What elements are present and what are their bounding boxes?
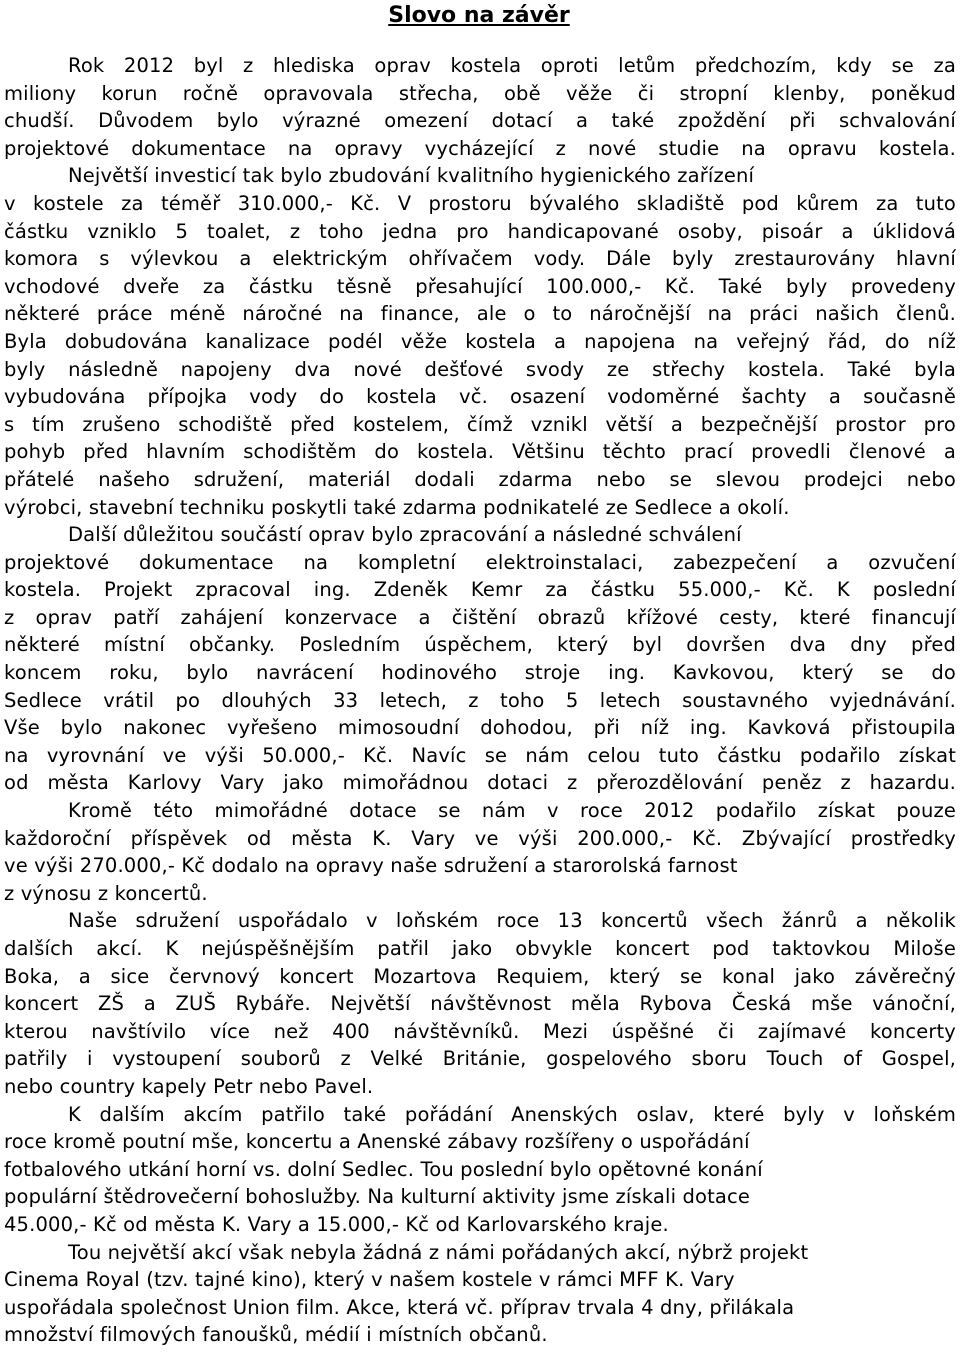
text-line: nebo country kapely Petr nebo Pavel. [4, 1074, 374, 1098]
text-line: Další důležitou součástí oprav bylo zpracování a následné schválení [68, 523, 742, 547]
text-line: Cinema Royal (tzv. tajné kino), který v našem kostele v rámci MFF K. Vary [4, 1268, 735, 1292]
text-line: od města Karlovy Vary jako mimořádnou dotaci z přerozdělování peněz z hazardu. [4, 771, 956, 795]
text-line: Kromě této mimořádné dotace se nám v roce 2012 podařilo získat pouze [68, 799, 956, 823]
text-line: vybudována přípojka vody do kostela vč. osazení vodoměrné šachty a současně [4, 385, 956, 409]
text-line: dalších akcí. K nejúspěšnějším patřil jako obvykle koncert pod taktovkou Miloše [4, 937, 956, 960]
text-line: Největší investicí tak bylo zbudování kvalitního hygienického zařízení [68, 164, 755, 188]
text-line: částku vzniklo 5 toalet, z toho jedna pro handicapované osoby, pisoár a úklidová [4, 219, 956, 243]
text-line: kostela. Projekt zpracoval ing. Zdeněk Kemr za částku 55.000,- Kč. K poslední [4, 578, 956, 602]
text-line: patřily i vystoupení souborů z Velké Británie, gospelového sboru Touch of Gospel, [4, 1047, 956, 1071]
text-line: výrobci, stavební techniku poskytli také zdarma podnikatelé ze Sedlece a okolí. [4, 495, 790, 519]
text-line: roce kromě poutní mše, koncertu a Anenské zábavy rozšířeny o uspořádání [4, 1130, 750, 1154]
text-line: v kostele za téměř 310.000,- Kč. V prostoru bývalého skladiště pod kůrem za tuto [4, 191, 956, 215]
text-line: Byla dobudována kanalizace podél věže kostela a napojena na veřejný řád, do níž [4, 329, 956, 353]
text-line: množství filmových fanoušků, médií i místních občanů. [4, 1323, 548, 1347]
text-line: kterou navštívilo více než 400 návštěvníků. Mezi úspěšné či zajímavé koncerty [4, 1019, 956, 1043]
text-line: některé práce méně náročné na finance, ale o to náročnější na práci našich členů. [4, 302, 956, 326]
text-line: Sedlece vrátil po dlouhých 33 letech, z toho 5 letech soustavného vyjednávání. [4, 688, 956, 712]
text-line: byly následně napojeny dva nové dešťové svody ze střechy kostela. Také byla [4, 357, 956, 381]
text-line: koncem roku, bylo navrácení hodinového stroje ing. Kavkovou, který se do [4, 661, 956, 685]
page-title: Slovo na závěr [388, 3, 570, 28]
text-line: na vyrovnání ve výši 50.000,- Kč. Navíc se nám celou tuto částku podařilo získat [4, 743, 956, 767]
text-line: projektové dokumentace na kompletní elektroinstalaci, zabezpečení a ozvučení [4, 550, 956, 574]
text-line: Rok 2012 byl z hlediska oprav kostela oproti letům předchozím, kdy se za [68, 54, 956, 77]
text-line: koncert ZŠ a ZUŠ Rybáře. Největší návštěvnost měla Rybova Česká mše vánoční, [4, 992, 956, 1016]
text-line: miliony korun ročně opravovala střecha, obě věže či stropní klenby, poněkud [4, 81, 956, 105]
text-line: Vše bylo nakonec vyřešeno mimosoudní dohodou, při níž ing. Kavková přistoupila [4, 716, 956, 740]
text-line: z oprav patří zahájení konzervace a čištění obrazů křížové cesty, které financují [4, 605, 956, 629]
text-line: vchodové dveře za částku těsně přesahující 100.000,- Kč. Také byly provedeny [4, 274, 956, 298]
text-line: Boka, a sice červnový koncert Mozartova Requiem, který se konal jako závěrečný [4, 964, 956, 988]
text-line: uspořádala společnost Union film. Akce, která vč. příprav trvala 4 dny, přilákala [4, 1295, 795, 1319]
text-line: komora s výlevkou a elektrickým ohřívačem vody. Dále byly zrestaurovány hlavní [4, 247, 956, 271]
text-line: s tím zrušeno schodiště před kostelem, čímž vznikl větší a bezpečnější prostor pro [4, 412, 956, 436]
text-line: chudší. Důvodem bylo výrazné omezení dotací a také zpoždění při schvalování [4, 109, 956, 133]
body-text [4, 52, 956, 1349]
text-line: Naše sdružení uspořádalo v loňském roce 13 koncertů všech žánrů a několik [68, 909, 956, 933]
text-line: každoroční příspěvek od města K. Vary ve výši 200.000,- Kč. Zbývající prostředky [4, 826, 956, 850]
text-line: K dalším akcím patřilo také pořádání Anenských oslav, které byly v loňském [68, 1102, 956, 1126]
text-line: fotbalového utkání horní vs. dolní Sedlec. Tou poslední bylo opětovné konání [4, 1157, 763, 1181]
text-line: z výnosu z koncertů. [4, 881, 208, 905]
text-line: některé místní občanky. Posledním úspěchem, který byl dovršen dva dny před [4, 633, 956, 657]
text-line: ve výši 270.000,- Kč dodalo na opravy naše sdružení a starorolská farnost [4, 854, 738, 878]
text-line: Tou největší akcí však nebyla žádná z námi pořádaných akcí, nýbrž projekt [68, 1240, 809, 1264]
text-line: 45.000,- Kč od města K. Vary a 15.000,- Kč od Karlovarského kraje. [4, 1212, 669, 1236]
text-line: přátelé našeho sdružení, materiál dodali zdarma nebo se slevou prodejci nebo [4, 467, 956, 491]
text-line: projektové dokumentace na opravy vycházející z nové studie na opravu kostela. [4, 136, 956, 160]
text-line: pohyb před hlavním schodištěm do kostela. Většinu těchto prací provedli členové a [4, 440, 956, 464]
text-line: populární štědrovečerní bohoslužby. Na kulturní aktivity jsme získali dotace [4, 1185, 751, 1209]
